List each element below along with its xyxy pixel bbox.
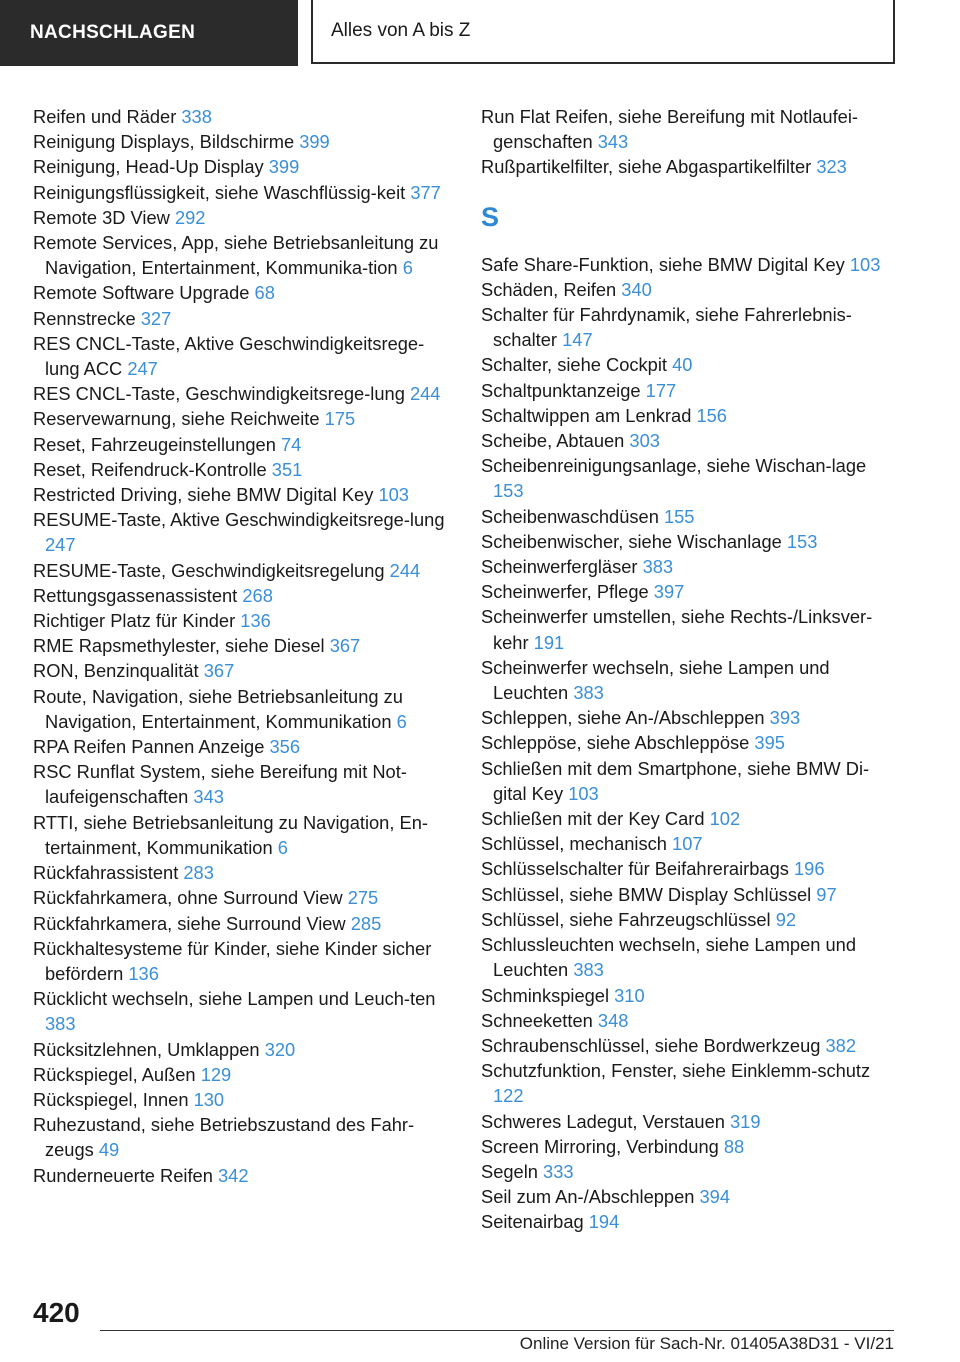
index-entry xyxy=(481,352,901,377)
entry-page-link[interactable]: 383 xyxy=(45,1013,76,1035)
entry-text: Schließen mit der Key Card xyxy=(481,808,705,830)
index-entry xyxy=(33,986,453,1036)
index-entry xyxy=(481,831,901,856)
index-entry xyxy=(481,104,901,154)
entry-text: Scheibenreinigungsanlage, siehe Wischan-lage xyxy=(481,455,867,477)
entry-page-link[interactable]: 88 xyxy=(723,1135,745,1157)
index-entry xyxy=(33,406,453,431)
index-entry xyxy=(33,457,453,482)
index-entry xyxy=(481,1058,901,1108)
entry-text: Reinigung, Head-Up Display xyxy=(33,156,264,178)
entry-page-link[interactable]: 367 xyxy=(203,660,235,682)
entry-page-link[interactable]: 244 xyxy=(389,559,421,581)
entry-page-link[interactable]: 40 xyxy=(672,354,693,376)
entry-text: Schutzfunktion, Fenster, siehe Einklemm-schutz xyxy=(481,1060,871,1082)
entry-page-link[interactable]: 333 xyxy=(543,1160,574,1182)
index-entry xyxy=(33,230,453,280)
index-entry xyxy=(481,277,901,302)
index-entry xyxy=(33,734,453,759)
entry-text: Rückspiegel, Außen xyxy=(33,1063,196,1085)
entry-text: Run Flat Reifen, siehe Bereifung mit Notlaufei-genschaften xyxy=(481,106,858,153)
index-entry xyxy=(33,1112,453,1162)
section-title: NACHSCHLAGEN xyxy=(30,22,196,43)
entry-text: Reinigungsflüssigkeit, siehe Waschflüssig-keit xyxy=(33,181,406,203)
section-letter: S xyxy=(481,201,500,232)
entry-text: Rettungsgassenassistent xyxy=(33,584,238,606)
entry-text: Restricted Driving, siehe BMW Digital Key xyxy=(33,484,374,506)
entry-page-link[interactable]: 310 xyxy=(614,984,645,1006)
page-header xyxy=(0,0,960,66)
entry-page-link[interactable]: 382 xyxy=(825,1034,857,1056)
entry-text: Rennstrecke xyxy=(33,307,136,329)
entry-page-link[interactable]: 153 xyxy=(493,480,524,502)
entry-page-link[interactable]: 275 xyxy=(347,887,379,909)
entry-page-link[interactable]: 320 xyxy=(264,1038,296,1060)
index-entry xyxy=(481,579,901,604)
entry-page-link[interactable]: 6 xyxy=(277,836,288,858)
section-tab xyxy=(0,0,298,66)
entry-page-link[interactable]: 147 xyxy=(562,329,593,351)
index-entry xyxy=(481,705,901,730)
entry-page-link[interactable]: 393 xyxy=(769,707,801,729)
entry-text: RSC Runflat System, siehe Bereifung mit Not-laufeigenschaften xyxy=(33,761,407,808)
index-entry xyxy=(33,205,453,230)
entry-text: Scheibenwischer, siehe Wischanlage xyxy=(481,530,782,552)
index-entry xyxy=(33,432,453,457)
entry-page-link[interactable]: 377 xyxy=(410,181,441,203)
index-entry xyxy=(481,554,901,579)
entry-text: Reservewarnung, siehe Reichweite xyxy=(33,408,320,430)
entry-page-link[interactable]: 303 xyxy=(629,430,660,452)
entry-page-link[interactable]: 103 xyxy=(849,253,881,275)
index-entry xyxy=(33,1163,453,1188)
entry-page-link[interactable]: 191 xyxy=(533,631,565,653)
index-entry xyxy=(33,306,453,331)
chapter-title: Alles von A bis Z xyxy=(331,20,471,41)
index-entry xyxy=(33,860,453,885)
entry-text: Schleppen, siehe An-/Abschleppen xyxy=(481,707,765,729)
index-entry xyxy=(481,453,901,503)
entry-page-link[interactable]: 244 xyxy=(409,383,441,405)
entry-page-link[interactable]: 394 xyxy=(699,1186,731,1208)
entry-text: Schlüssel, mechanisch xyxy=(481,833,667,855)
entry-text: Ruhezustand, siehe Betriebszustand des Fahr-zeugs xyxy=(33,1114,415,1161)
entry-page-link[interactable]: 129 xyxy=(200,1063,232,1085)
chapter-tab xyxy=(311,0,895,64)
index-entry xyxy=(481,806,901,831)
index-entry xyxy=(481,154,901,179)
index-entry xyxy=(481,1033,901,1058)
entry-page-link[interactable]: 74 xyxy=(280,433,302,455)
entry-page-link[interactable]: 68 xyxy=(254,282,275,304)
index-entry xyxy=(33,608,453,633)
entry-text: Rückfahrassistent xyxy=(33,862,179,884)
entry-text: Schließen mit dem Smartphone, siehe BMW Di-gital Key xyxy=(481,757,870,804)
entry-page-link[interactable]: 107 xyxy=(672,833,703,855)
entry-page-link[interactable]: 92 xyxy=(775,908,797,930)
index-entry xyxy=(481,252,901,277)
index-entry xyxy=(481,529,901,554)
entry-page-link[interactable]: 383 xyxy=(573,682,604,704)
entry-page-link[interactable]: 395 xyxy=(754,732,785,754)
index-entry xyxy=(481,1109,901,1134)
entry-text: RES CNCL-Taste, Geschwindigkeitsrege-lung xyxy=(33,383,405,405)
entry-text: Reset, Fahrzeugeinstellungen xyxy=(33,433,276,455)
index-entry xyxy=(481,756,901,806)
entry-page-link[interactable]: 283 xyxy=(183,862,214,884)
index-entry xyxy=(33,154,453,179)
index-entry xyxy=(481,504,901,529)
entry-text: Runderneuerte Reifen xyxy=(33,1164,213,1186)
index-entry xyxy=(33,558,453,583)
entry-page-link[interactable]: 194 xyxy=(588,1211,620,1233)
entry-page-link[interactable]: 6 xyxy=(396,710,407,732)
entry-page-link[interactable]: 247 xyxy=(127,358,158,380)
entry-page-link[interactable]: 338 xyxy=(181,106,212,127)
entry-text: Scheinwerfer, Pflege xyxy=(481,581,649,603)
entry-text: Schraubenschlüssel, siehe Bordwerkzeug xyxy=(481,1034,821,1056)
entry-text: Reinigung Displays, Bildschirme xyxy=(33,131,295,153)
index-entry xyxy=(33,759,453,809)
entry-text: Rückfahrkamera, ohne Surround View xyxy=(33,887,343,909)
entry-page-link[interactable]: 343 xyxy=(597,131,629,153)
entry-text: Schweres Ladegut, Verstauen xyxy=(481,1110,725,1132)
index-entry xyxy=(481,1209,901,1234)
index-entry xyxy=(481,428,901,453)
entry-text: Schleppöse, siehe Abschleppöse xyxy=(481,732,750,754)
entry-page-link[interactable]: 323 xyxy=(816,156,847,178)
entry-text: Remote 3D View xyxy=(33,206,170,228)
entry-page-link[interactable]: 97 xyxy=(816,883,837,905)
entry-page-link[interactable]: 383 xyxy=(642,556,674,578)
entry-text: Richtiger Platz für Kinder xyxy=(33,610,236,632)
entry-page-link[interactable]: 399 xyxy=(268,156,300,178)
entry-text: Rücklicht wechseln, siehe Lampen und Leuch-ten xyxy=(33,988,436,1010)
index-entry xyxy=(33,1062,453,1087)
index-entry xyxy=(481,655,901,705)
entry-text: Reset, Reifendruck-Kontrolle xyxy=(33,458,267,480)
entry-page-link[interactable]: 136 xyxy=(128,962,159,984)
entry-page-link[interactable]: 348 xyxy=(597,1009,629,1031)
entry-page-link[interactable]: 327 xyxy=(140,307,172,329)
index-entry xyxy=(481,302,901,352)
index-entry xyxy=(481,907,901,932)
index-column-left xyxy=(33,104,453,1188)
entry-text: Reifen und Räder xyxy=(33,106,177,127)
index-entry xyxy=(33,810,453,860)
index-column-right xyxy=(481,104,901,1235)
index-entry xyxy=(33,482,453,507)
entry-page-link[interactable]: 175 xyxy=(324,408,356,430)
entry-text: Schäden, Reifen xyxy=(481,278,617,300)
entry-text: Segeln xyxy=(481,1160,538,1182)
index-entry xyxy=(481,403,901,428)
entry-page-link[interactable]: 130 xyxy=(193,1088,225,1110)
entry-text: Rückspiegel, Innen xyxy=(33,1088,189,1110)
entry-page-link[interactable]: 367 xyxy=(329,635,361,657)
entry-text: Safe Share-Funktion, siehe BMW Digital Key xyxy=(481,253,845,275)
entry-text: Scheinwerfergläser xyxy=(481,556,638,578)
index-entry xyxy=(481,882,901,907)
entry-page-link[interactable]: 155 xyxy=(663,505,695,527)
entry-page-link[interactable]: 399 xyxy=(299,131,330,153)
entry-page-link[interactable]: 383 xyxy=(573,959,604,981)
entry-page-link[interactable]: 342 xyxy=(217,1164,249,1186)
entry-text: Schlussleuchten wechseln, siehe Lampen und Leuchten xyxy=(481,934,857,981)
index-entry xyxy=(33,280,453,305)
entry-text: Remote Software Upgrade xyxy=(33,282,250,304)
entry-text: RESUME-Taste, Aktive Geschwindigkeitsrege-lung xyxy=(33,509,445,531)
index-entry xyxy=(33,180,453,205)
entry-page-link[interactable]: 49 xyxy=(98,1139,120,1161)
index-entry xyxy=(33,507,453,557)
entry-text: Schminkspiegel xyxy=(481,984,610,1006)
index-entry xyxy=(481,1159,901,1184)
entry-page-link[interactable]: 340 xyxy=(621,278,652,300)
entry-text: Scheibe, Abtauen xyxy=(481,430,625,452)
entry-page-link[interactable]: 268 xyxy=(242,584,273,606)
index-entry xyxy=(33,129,453,154)
entry-text: Scheinwerfer umstellen, siehe Rechts-/Linksver-kehr xyxy=(481,606,873,653)
entry-page-link[interactable]: 156 xyxy=(696,404,727,426)
entry-text: Seitenairbag xyxy=(481,1211,584,1233)
entry-text: Route, Navigation, siehe Betriebsanleitung zu Navigation, Entertainment, Kommunikation xyxy=(33,685,403,732)
entry-text: RME Rapsmethylester, siehe Diesel xyxy=(33,635,325,657)
index-entry xyxy=(481,730,901,755)
index-entry xyxy=(33,104,453,129)
index-entry xyxy=(33,331,453,381)
entry-page-link[interactable]: 103 xyxy=(378,484,409,506)
index-entry xyxy=(481,604,901,654)
entry-text: Schaltwippen am Lenkrad xyxy=(481,404,692,426)
entry-page-link[interactable]: 292 xyxy=(174,206,206,228)
index-entry xyxy=(33,658,453,683)
index-entry xyxy=(481,1008,901,1033)
entry-text: Schalter, siehe Cockpit xyxy=(481,354,667,376)
entry-text: RESUME-Taste, Geschwindigkeitsregelung xyxy=(33,559,385,581)
index-entry xyxy=(481,856,901,881)
entry-page-link[interactable]: 343 xyxy=(193,786,224,808)
entry-text: RON, Benzinqualität xyxy=(33,660,199,682)
entry-page-link[interactable]: 356 xyxy=(269,736,300,758)
index-entry xyxy=(33,1037,453,1062)
entry-text: Seil zum An-/Abschleppen xyxy=(481,1186,695,1208)
entry-text: Schneeketten xyxy=(481,1009,593,1031)
entry-page-link[interactable]: 285 xyxy=(350,912,382,934)
entry-page-link[interactable]: 397 xyxy=(653,581,685,603)
footer-text: Online Version für Sach-Nr. 01405A38D31 - VI/21 xyxy=(519,1334,894,1353)
entry-page-link[interactable]: 177 xyxy=(645,379,677,401)
entry-text: RES CNCL-Taste, Aktive Geschwindigkeitsrege-lung ACC xyxy=(33,332,425,380)
entry-page-link[interactable]: 247 xyxy=(45,534,76,556)
entry-page-link[interactable]: 103 xyxy=(568,782,599,804)
index-entry xyxy=(481,378,901,403)
page-number: 420 xyxy=(33,1297,80,1328)
index-entry xyxy=(481,1134,901,1159)
entry-page-link[interactable]: 351 xyxy=(271,458,303,480)
entry-text: Schlüsselschalter für Beifahrerairbags xyxy=(481,858,789,880)
entry-text: Schlüssel, siehe BMW Display Schlüssel xyxy=(481,883,812,905)
entry-page-link[interactable]: 319 xyxy=(730,1110,761,1132)
entry-text: Schalter für Fahrdynamik, siehe Fahrerlebnis-schalter xyxy=(481,304,852,351)
entry-text: Schaltpunktanzeige xyxy=(481,379,641,401)
entry-text: RPA Reifen Pannen Anzeige xyxy=(33,736,265,758)
index-entry xyxy=(33,381,453,406)
entry-page-link[interactable]: 122 xyxy=(493,1085,524,1107)
index-entry xyxy=(33,936,453,986)
index-entry xyxy=(33,583,453,608)
index-entry xyxy=(33,684,453,734)
entry-text: Screen Mirroring, Verbindung xyxy=(481,1135,719,1157)
index-entry xyxy=(481,983,901,1008)
entry-text: RTTI, siehe Betriebsanleitung zu Navigation, En-tertainment, Kommunikation xyxy=(33,811,428,858)
entry-page-link[interactable]: 196 xyxy=(793,858,825,880)
entry-page-link[interactable]: 102 xyxy=(709,808,741,830)
entry-text: Schlüssel, siehe Fahrzeugschlüssel xyxy=(481,908,771,930)
entry-text: Rückhaltesysteme für Kinder, siehe Kinder sicher befördern xyxy=(33,937,432,984)
entry-text: Rücksitzlehnen, Umklappen xyxy=(33,1038,260,1060)
entry-page-link[interactable]: 136 xyxy=(240,610,271,632)
index-entry xyxy=(33,911,453,936)
entry-text: Rußpartikelfilter, siehe Abgaspartikelfilter xyxy=(481,156,812,178)
entry-page-link[interactable]: 6 xyxy=(402,257,413,279)
entry-page-link[interactable]: 153 xyxy=(786,530,818,552)
footer-divider xyxy=(100,1330,894,1331)
entry-text: Scheibenwaschdüsen xyxy=(481,505,659,527)
index-entry xyxy=(33,633,453,658)
entry-text: Rückfahrkamera, siehe Surround View xyxy=(33,912,346,934)
index-entry xyxy=(481,1184,901,1209)
index-entry xyxy=(33,1087,453,1112)
index-entry xyxy=(33,885,453,910)
entry-text: Remote Services, App, siehe Betriebsanleitung zu Navigation, Entertainment, Kommunika-tion xyxy=(33,232,439,279)
entry-text: Scheinwerfer wechseln, siehe Lampen und Leuchten xyxy=(481,656,830,704)
index-entry xyxy=(481,932,901,982)
